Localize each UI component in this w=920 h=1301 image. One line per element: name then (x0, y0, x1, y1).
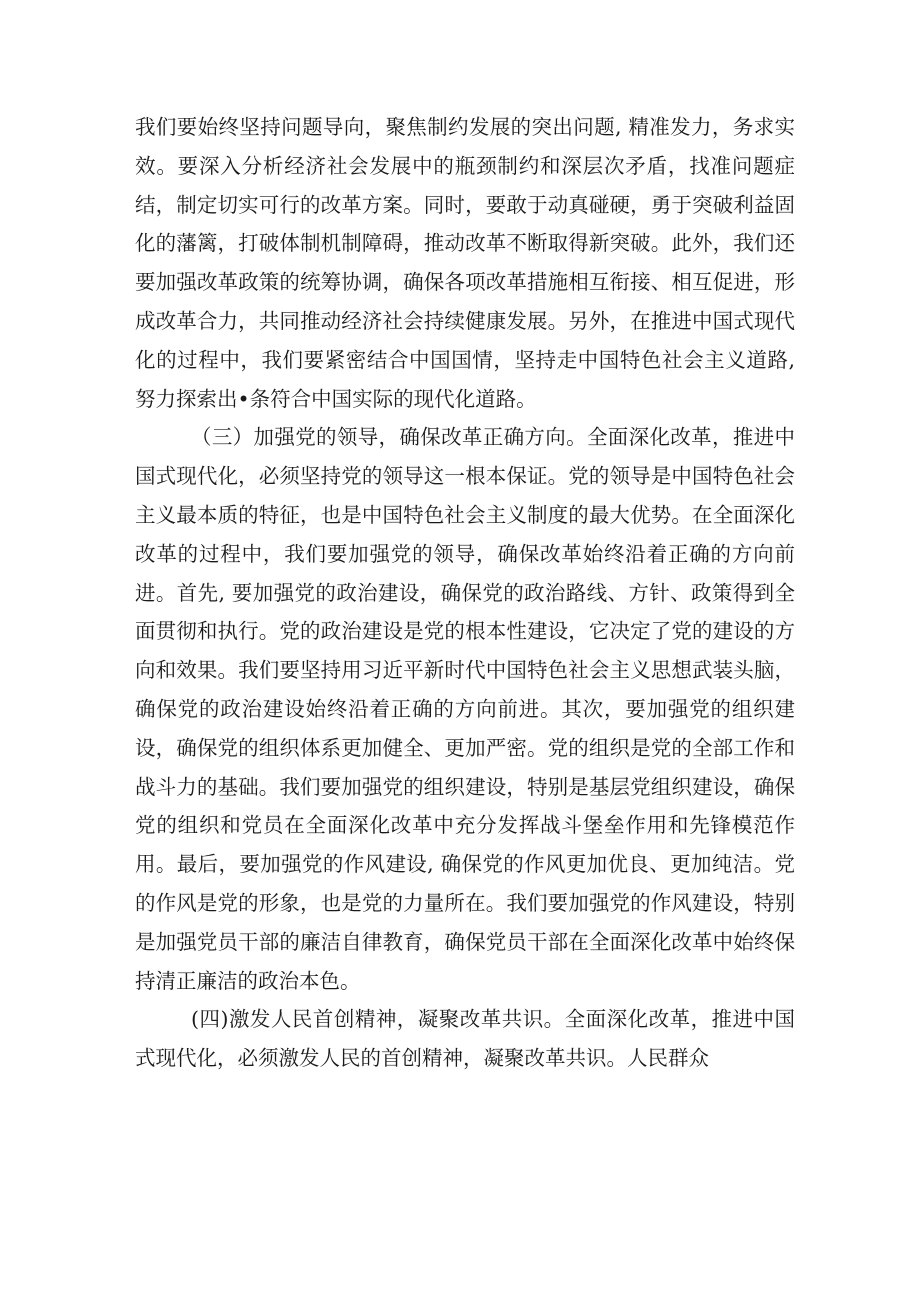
paragraph-continuation: 我们要始终坚持问题导向，聚焦制约发展的突出问题, 精准发力，务求实效。要深入分析经济社会发展中的瓶颈制约和深层次矛盾，找准问题症结，制定切实可行的改革方案。同时，要敢于动真碰硬，勇于突破利益固化的藩篱，打破体制机制障碍，推动改革不断取得新突破。此外，我们还要加强改革政策的统筹协调，确保各项改革措施相互衔接、相互促进，形成改革合力，共同推动经济社会持续健康发展。另外，在推进中国式现代化的过程中，我们要紧密结合中国国情，坚持走中国特色社会主义道路,努力探索出•条符合中国实际的现代化道路。 (135, 115, 795, 411)
paragraph-section-4: (四)激发人民首创精神，凝聚改革共识。全面深化改革，推进中国式现代化，必须激发人民的首创精神，凝聚改革共识。人民群众 (135, 1007, 795, 1071)
body-text (135, 108, 795, 1078)
paragraph-section-3: （三）加强党的领导，确保改革正确方向。全面深化改革，推进中国式现代化，必须坚持党的领导这一根本保证。党的领导是中国特色社会主义最本质的特征，也是中国特色社会主义制度的最大优势。在全面深化改革的过程中，我们要加强党的领导，确保改革始终沿着正确的方向前进。首先, 要加强党的政治建设，确保党的政治路线、方针、政策得到全面贯彻和执行。党的政治建设是党的根本性建设，它决定了党的建设的方向和效果。我们要坚持用习近平新时代中国特色社会主义思想武装头脑，确保党的政治建设始终沿着正确的方向前进。其次，要加强党的组织建设，确保党的组织体系更加健全、更加严密。党的组织是党的全部工作和战斗力的基础。我们要加强党的组织建设，特别是基层党组织建设，确保党的组织和党员在全面深化改革中充分发挥战斗堡垒作用和先锋模范作用。最后，要加强党的作风建设, 确保党的作风更加优良、更加纯洁。党的作风是党的形象，也是党的力量所在。我们要加强党的作风建设，特别是加强党员干部的廉洁自律教育，确保党员干部在全面深化改革中始终保持清正廉洁的政治本色。 (135, 425, 795, 993)
